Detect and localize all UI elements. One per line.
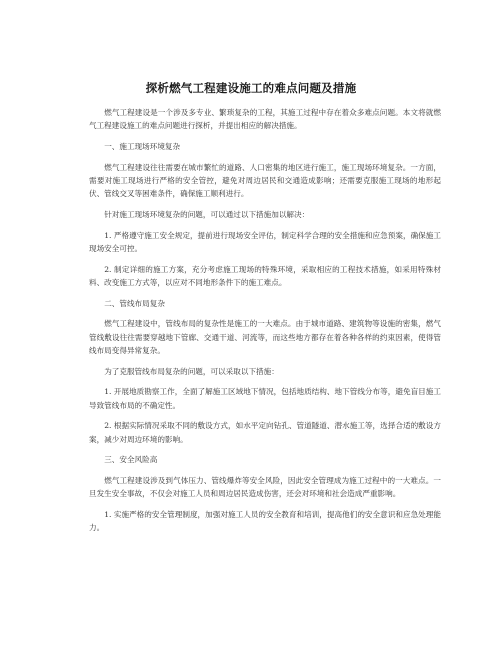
- section-heading-1: 一、施工现场环境复杂: [104, 142, 181, 151]
- section-heading-3: 三、安全风险高: [104, 455, 158, 465]
- paragraph-3-item-1: 1. 实施严格的安全管理制度，加强对施工人员的安全教育和培训，提高他们的安全意识和应急处理能力。: [89, 509, 441, 533]
- paragraph-3-body: 燃气工程建设涉及到气体压力、管线爆炸等安全风险，因此安全管理成为施工过程中的一大难点。一旦发生安全事故，不仅会对施工人员和周边居民造成伤害，还会对环境和社会造成严重影响。: [89, 475, 441, 499]
- section-heading-2: 二、管线布局复杂: [104, 298, 165, 308]
- paragraph-2-body: 燃气工程建设中，管线布局的复杂性是施工的一大难点。由于城市道路、建筑物等设施的密集，燃气管线敷设往往需要穿越地下管廊、交通干道、河流等，而这些地方都存在着各种各样的约束因素，使得管线布局变得异常复杂。: [89, 319, 441, 355]
- paragraph-1-lead: 针对施工现场环境复杂的问题，可以通过以下措施加以解决：: [104, 210, 310, 219]
- paragraph-intro: 燃气工程建设是一个涉及多专业、繁琐复杂的工程，其施工过程中存在着众多难点问题。本文将就燃气工程建设施工的难点问题进行探析，并提出相应的解决措施。: [89, 108, 441, 131]
- paragraph-1-body: 燃气工程建设往往需要在城市繁忙的道路、人口密集的地区进行施工，施工现场环境复杂。一方面，需要对施工现场进行严格的安全管控，避免对周边居民和交通造成影响；还需要克服施工现场的地形起伏、管线交叉等困难条件，确保施工顺利进行。: [89, 162, 441, 199]
- document-title: 探析燃气工程建设施工的难点问题及措施: [145, 81, 357, 95]
- paragraph-1-item-1: 1. 严格遵守施工安全规定，提前进行现场安全评估，制定科学合理的安全措施和应急预案，确保施工现场安全可控。: [89, 230, 441, 253]
- paragraph-2-lead: 为了克服管线布局复杂的问题，可以采取以下措施：: [104, 366, 279, 376]
- paragraph-2-item-2: 2. 根据实际情况采取不同的敷设方式，如水平定向钻孔、管道隧道、潜水施工等，选择合适的敷设方案，减少对周边环境的影响。: [89, 421, 441, 444]
- paragraph-2-item-1: 1. 开展地质勘察工作，全面了解施工区域地下情况，包括地质结构、地下管线分布等，避免盲目施工导致管线布局的不确定性。: [89, 387, 441, 410]
- document-body: [89, 106, 441, 542]
- paragraph-1-item-2: 2. 制定详细的施工方案，充分考虑施工现场的特殊环境，采取相应的工程技术措施，如采用特殊材料、改变施工方式等，以应对不同地形条件下的施工难点。: [89, 264, 441, 287]
